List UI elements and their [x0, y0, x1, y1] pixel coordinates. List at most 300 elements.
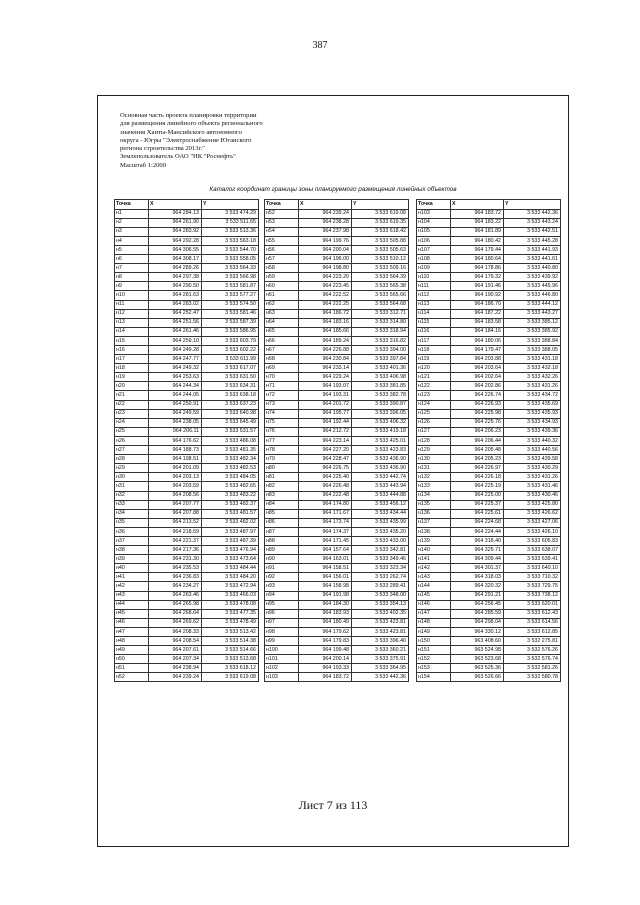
point-cell: н93: [265, 582, 299, 591]
table-row: [417, 309, 561, 318]
y-cell: 3 533 473.64: [202, 555, 259, 564]
table-row: [417, 491, 561, 500]
point-cell: н106: [417, 236, 451, 245]
point-cell: н100: [265, 646, 299, 655]
y-cell: 3 533 645.49: [202, 418, 259, 427]
table-row: [265, 300, 409, 309]
y-cell: 3 533 586.95: [202, 327, 259, 336]
y-cell: 3 533 509.16: [352, 264, 409, 273]
x-cell: 964 325.71: [451, 546, 504, 555]
point-cell: н99: [265, 637, 299, 646]
x-cell: 964 238.94: [149, 664, 202, 673]
point-cell: н64: [265, 318, 299, 327]
x-cell: 964 226.75: [299, 464, 352, 473]
table-row: [265, 582, 409, 591]
table-row: [115, 582, 259, 591]
y-cell: 3 533 638.18: [202, 391, 259, 400]
x-cell: 964 207.77: [149, 500, 202, 509]
x-cell: 964 193.31: [299, 391, 352, 400]
y-cell: 3 533 432.18: [504, 364, 561, 373]
table-row: [417, 618, 561, 627]
point-cell: н153: [417, 664, 451, 673]
table-row: [265, 627, 409, 636]
point-cell: н13: [115, 318, 149, 327]
table-row: [115, 409, 259, 418]
y-cell: 3 533 434.93: [504, 418, 561, 427]
table-row: [265, 609, 409, 618]
x-cell: 964 202.64: [451, 373, 504, 382]
x-cell: 964 202.86: [451, 382, 504, 391]
table-row: [417, 536, 561, 545]
table-row: [417, 382, 561, 391]
point-cell: н56: [265, 245, 299, 254]
y-cell: 3 533 445.96: [504, 282, 561, 291]
sheet-label: Лист 7 из 113: [298, 798, 368, 812]
table-row: [417, 373, 561, 382]
point-cell: н115: [417, 318, 451, 327]
point-cell: н24: [115, 418, 149, 427]
y-cell: 3 532 576.26: [504, 646, 561, 655]
y-cell: 3 533 605.83: [504, 536, 561, 545]
point-cell: н126: [417, 418, 451, 427]
table-row: [265, 591, 409, 600]
table-row: [265, 264, 409, 273]
table-row: [115, 336, 259, 345]
table-row: [265, 473, 409, 482]
header-line: Землепользователь ОАО "НК "Роснефть": [120, 153, 236, 161]
y-cell: 3 533 435.69: [504, 400, 561, 409]
point-cell: н96: [265, 609, 299, 618]
x-cell: 964 249.59: [149, 409, 202, 418]
y-cell: 3 533 406.98: [352, 373, 409, 382]
x-cell: 964 284.13: [149, 209, 202, 218]
table-row: [115, 309, 259, 318]
table-row: [115, 618, 259, 627]
header-line: региона строительства 2013г.": [120, 145, 205, 153]
x-cell: 964 225.98: [451, 409, 504, 418]
point-cell: н58: [265, 264, 299, 273]
y-cell: 3 533 587.39: [202, 318, 259, 327]
point-cell: н133: [417, 482, 451, 491]
table-row: [417, 637, 561, 646]
point-cell: н77: [265, 436, 299, 445]
drawing-sheet: [97, 95, 569, 847]
table-row: [115, 346, 259, 355]
x-cell: 964 290.50: [149, 282, 202, 291]
y-cell: 3 533 619.08: [352, 209, 409, 218]
table-row: [115, 364, 259, 373]
x-cell: 964 283.92: [149, 227, 202, 236]
table-row: [115, 327, 259, 336]
x-cell: 964 239.24: [149, 673, 202, 682]
table-row: [115, 382, 259, 391]
x-cell: 964 158.98: [299, 582, 352, 591]
point-cell: н114: [417, 309, 451, 318]
table-row: [115, 318, 259, 327]
y-cell: 3 533 440.32: [504, 436, 561, 445]
point-cell: н120: [417, 364, 451, 373]
header-line: Масштаб 1:2000: [120, 161, 167, 169]
table-row: [417, 673, 561, 682]
x-cell: 964 244.05: [149, 391, 202, 400]
table-row: [115, 355, 259, 364]
x-cell: 964 223.45: [299, 282, 352, 291]
y-cell: 3 533 631.50: [202, 373, 259, 382]
point-cell: н37: [115, 536, 149, 545]
x-cell: 964 205.23: [451, 455, 504, 464]
x-cell: 964 281.63: [149, 291, 202, 300]
table-row: [417, 227, 561, 236]
x-cell: 964 309.44: [451, 555, 504, 564]
x-cell: 964 259.10: [149, 336, 202, 345]
header-point: Точка: [265, 200, 299, 210]
table-row: [265, 282, 409, 291]
x-cell: 964 183.72: [451, 209, 504, 218]
table-row: [115, 418, 259, 427]
point-cell: н55: [265, 236, 299, 245]
point-cell: н69: [265, 364, 299, 373]
point-cell: н51: [115, 664, 149, 673]
table-row: [417, 291, 561, 300]
table-row: [115, 473, 259, 482]
x-cell: 964 193.07: [299, 382, 352, 391]
table-row: [417, 282, 561, 291]
table-row: [265, 336, 409, 345]
point-cell: н28: [115, 455, 149, 464]
table-row: [115, 446, 259, 455]
y-cell: 3 533 439.58: [504, 455, 561, 464]
point-cell: н111: [417, 282, 451, 291]
point-cell: н101: [265, 655, 299, 664]
y-cell: 3 533 478.49: [202, 618, 259, 627]
x-cell: 964 183.93: [299, 609, 352, 618]
point-cell: н21: [115, 391, 149, 400]
table-row: [417, 573, 561, 582]
x-cell: 964 203.13: [149, 473, 202, 482]
y-cell: 3 533 612.85: [504, 627, 561, 636]
point-cell: н30: [115, 473, 149, 482]
y-cell: 3 533 565.38: [352, 282, 409, 291]
x-cell: 964 265.98: [149, 600, 202, 609]
x-cell: 964 225.40: [299, 473, 352, 482]
table-row: [265, 255, 409, 264]
x-cell: 964 228.47: [299, 455, 352, 464]
header-x: X: [149, 200, 202, 210]
x-cell: 964 283.02: [149, 300, 202, 309]
point-cell: н142: [417, 564, 451, 573]
x-cell: 964 188.73: [149, 446, 202, 455]
x-cell: 964 238.05: [149, 418, 202, 427]
point-cell: н68: [265, 355, 299, 364]
y-cell: 3 533 390.87: [352, 400, 409, 409]
x-cell: 964 225.61: [451, 509, 504, 518]
y-cell: 3 533 431.26: [504, 382, 561, 391]
y-cell: 3 533 564.39: [352, 273, 409, 282]
table-row: [115, 655, 259, 664]
x-cell: 963 526.66: [451, 673, 504, 682]
table-row: [417, 364, 561, 373]
x-cell: 964 225.37: [451, 500, 504, 509]
y-cell: 3 533 441.93: [504, 245, 561, 254]
table-row: [265, 236, 409, 245]
point-cell: н131: [417, 464, 451, 473]
x-cell: 964 330.12: [451, 627, 504, 636]
table-row: [115, 464, 259, 473]
y-cell: 3 533 476.94: [202, 546, 259, 555]
x-cell: 964 198.80: [299, 264, 352, 273]
y-cell: 3 533 439.92: [504, 273, 561, 282]
table-row: [417, 300, 561, 309]
x-cell: 964 226.93: [451, 400, 504, 409]
table-row: [265, 373, 409, 382]
point-cell: н57: [265, 255, 299, 264]
point-cell: н32: [115, 491, 149, 500]
x-cell: 964 212.72: [299, 427, 352, 436]
table-row: [265, 309, 409, 318]
x-cell: 964 223.14: [299, 436, 352, 445]
y-cell: 3 533 581.46: [202, 309, 259, 318]
point-cell: н121: [417, 373, 451, 382]
x-cell: 964 237.98: [299, 227, 352, 236]
table-row: [265, 245, 409, 254]
y-cell: 3 533 435.99: [352, 518, 409, 527]
x-cell: 964 171.67: [299, 509, 352, 518]
x-cell: 964 253.63: [149, 373, 202, 382]
table-row: [265, 318, 409, 327]
point-cell: н87: [265, 527, 299, 536]
x-cell: 964 318.03: [451, 573, 504, 582]
point-cell: н146: [417, 600, 451, 609]
table-row: [115, 255, 259, 264]
y-cell: 3 533 442.36: [504, 209, 561, 218]
x-cell: 964 250.91: [149, 400, 202, 409]
point-cell: н40: [115, 564, 149, 573]
x-cell: 964 235.53: [149, 564, 202, 573]
table-row: [115, 518, 259, 527]
y-cell: 3 533 318.94: [352, 327, 409, 336]
table-row: [115, 227, 259, 236]
table-row: [417, 427, 561, 436]
table-row: [417, 346, 561, 355]
x-cell: 964 244.34: [149, 382, 202, 391]
x-cell: 964 171.45: [299, 536, 352, 545]
y-cell: 3 533 638.07: [504, 546, 561, 555]
y-cell: 3 533 619.35: [352, 218, 409, 227]
header-y: Y: [504, 200, 561, 210]
y-cell: 3 533 349.46: [352, 555, 409, 564]
y-cell: 3 533 314.80: [352, 318, 409, 327]
x-cell: 964 198.51: [149, 455, 202, 464]
table-row: [417, 646, 561, 655]
table-row: [265, 418, 409, 427]
y-cell: 3 533 364.95: [352, 664, 409, 673]
y-cell: 3 533 430.46: [504, 491, 561, 500]
y-cell: 3 533 397.84: [352, 355, 409, 364]
x-cell: 964 183.72: [299, 673, 352, 682]
point-cell: н11: [115, 300, 149, 309]
header-x: X: [299, 200, 352, 210]
x-cell: 964 222.48: [299, 491, 352, 500]
y-cell: 3 533 487.39: [202, 536, 259, 545]
y-cell: 3 533 487.97: [202, 527, 259, 536]
x-cell: 964 224.44: [451, 527, 504, 536]
header-point: Точка: [115, 200, 149, 210]
x-cell: 964 206.11: [149, 427, 202, 436]
point-cell: н116: [417, 327, 451, 336]
y-cell: 3 533 513.42: [202, 627, 259, 636]
point-cell: н27: [115, 446, 149, 455]
y-cell: 3 533 482.37: [202, 500, 259, 509]
x-cell: 964 186.72: [299, 309, 352, 318]
point-cell: н39: [115, 555, 149, 564]
table-row: [417, 664, 561, 673]
point-cell: н16: [115, 346, 149, 355]
table-row: [115, 300, 259, 309]
point-cell: н122: [417, 382, 451, 391]
y-cell: 3 533 484.05: [202, 473, 259, 482]
x-cell: 964 226.88: [299, 346, 352, 355]
x-cell: 964 157.64: [299, 546, 352, 555]
y-cell: 3 533 577.27: [202, 291, 259, 300]
point-cell: н78: [265, 446, 299, 455]
x-cell: 964 187.22: [451, 309, 504, 318]
point-cell: н8: [115, 273, 149, 282]
table-row: [115, 291, 259, 300]
point-cell: н137: [417, 518, 451, 527]
x-cell: 964 251.56: [149, 318, 202, 327]
point-cell: н76: [265, 427, 299, 436]
table-row: [417, 500, 561, 509]
table-row: [115, 236, 259, 245]
point-cell: н17: [115, 355, 149, 364]
x-cell: 964 239.24: [299, 209, 352, 218]
point-cell: н59: [265, 273, 299, 282]
y-cell: 3 533 565.66: [352, 291, 409, 300]
table-row: [265, 673, 409, 682]
y-cell: 3 533 563.18: [202, 236, 259, 245]
y-cell: 3 533 474.29: [202, 209, 259, 218]
x-cell: 964 180.64: [451, 255, 504, 264]
point-cell: н73: [265, 400, 299, 409]
point-cell: н18: [115, 364, 149, 373]
x-cell: 964 231.30: [149, 555, 202, 564]
x-cell: 963 524.98: [451, 646, 504, 655]
y-cell: 3 533 510.12: [352, 255, 409, 264]
page-number: 387: [312, 40, 328, 51]
point-cell: н140: [417, 546, 451, 555]
y-cell: 3 533 456.12: [352, 500, 409, 509]
table-row: [417, 464, 561, 473]
x-cell: 964 199.76: [299, 236, 352, 245]
point-cell: н123: [417, 391, 451, 400]
table-row: [417, 245, 561, 254]
x-cell: 964 183.22: [451, 218, 504, 227]
point-cell: н26: [115, 436, 149, 445]
y-cell: 3 533 531.57: [202, 427, 259, 436]
point-cell: н143: [417, 573, 451, 582]
y-cell: 3 533 431.26: [504, 473, 561, 482]
table-row: [265, 536, 409, 545]
x-cell: 964 193.33: [299, 664, 352, 673]
table-row: [265, 436, 409, 445]
x-cell: 964 163.01: [299, 555, 352, 564]
y-cell: 3 533 419.18: [352, 427, 409, 436]
point-cell: н148: [417, 618, 451, 627]
y-cell: 3 533 445.28: [504, 236, 561, 245]
x-cell: 964 229.24: [299, 373, 352, 382]
x-cell: 964 221.37: [149, 536, 202, 545]
x-cell: 964 225.19: [451, 482, 504, 491]
x-cell: 964 236.83: [149, 573, 202, 582]
x-cell: 964 174.37: [299, 527, 352, 536]
table-row: [417, 546, 561, 555]
table-row: [115, 664, 259, 673]
table-row: [417, 564, 561, 573]
y-cell: 3 532 576.74: [504, 655, 561, 664]
x-cell: 964 206.23: [451, 427, 504, 436]
y-cell: 3 533 514.38: [202, 637, 259, 646]
x-cell: 964 207.61: [149, 646, 202, 655]
point-cell: н102: [265, 664, 299, 673]
point-cell: н46: [115, 618, 149, 627]
table-row: [417, 391, 561, 400]
x-cell: 964 190.92: [451, 291, 504, 300]
y-cell: 3 533 639.41: [504, 555, 561, 564]
header-point: Точка: [417, 200, 451, 210]
table-row: [417, 600, 561, 609]
point-cell: н138: [417, 527, 451, 536]
x-cell: 964 189.24: [299, 336, 352, 345]
table-row: [417, 273, 561, 282]
x-cell: 964 183.58: [451, 318, 504, 327]
x-cell: 964 207.34: [149, 655, 202, 664]
y-cell: 3 533 444.12: [504, 300, 561, 309]
y-cell: 3 533 483.22: [202, 491, 259, 500]
y-cell: 3 533 423.81: [352, 618, 409, 627]
table-row: [265, 327, 409, 336]
y-cell: 3 533 505.88: [352, 236, 409, 245]
x-cell: 964 186.70: [451, 300, 504, 309]
y-cell: 3 533 612.43: [504, 609, 561, 618]
y-cell: 3 533 482.34: [202, 455, 259, 464]
y-cell: 3 532 275.81: [504, 637, 561, 646]
y-cell: 3 533 385.92: [504, 327, 561, 336]
table-row: [265, 646, 409, 655]
x-cell: 964 227.20: [299, 446, 352, 455]
point-cell: н118: [417, 346, 451, 355]
y-cell: 3 533 430.29: [504, 464, 561, 473]
x-cell: 964 269.62: [149, 618, 202, 627]
y-cell: 3 533 443.24: [504, 218, 561, 227]
point-cell: н1: [115, 209, 149, 218]
table-row: [115, 555, 259, 564]
x-cell: 964 203.59: [149, 482, 202, 491]
x-cell: 964 192.44: [299, 418, 352, 427]
x-cell: 964 201.72: [299, 400, 352, 409]
y-cell: 3 533 440.80: [504, 264, 561, 273]
table-row: [265, 218, 409, 227]
x-cell: 964 291.21: [451, 591, 504, 600]
x-cell: 963 525.36: [451, 664, 504, 673]
point-cell: н34: [115, 509, 149, 518]
x-cell: 964 285.59: [451, 609, 504, 618]
point-cell: н62: [265, 300, 299, 309]
table-row: [265, 527, 409, 536]
x-cell: 964 268.64: [149, 609, 202, 618]
y-cell: 3 533 566.98: [202, 273, 259, 282]
y-cell: 3 533 581.87: [202, 282, 259, 291]
y-cell: 3 533 435.93: [504, 409, 561, 418]
